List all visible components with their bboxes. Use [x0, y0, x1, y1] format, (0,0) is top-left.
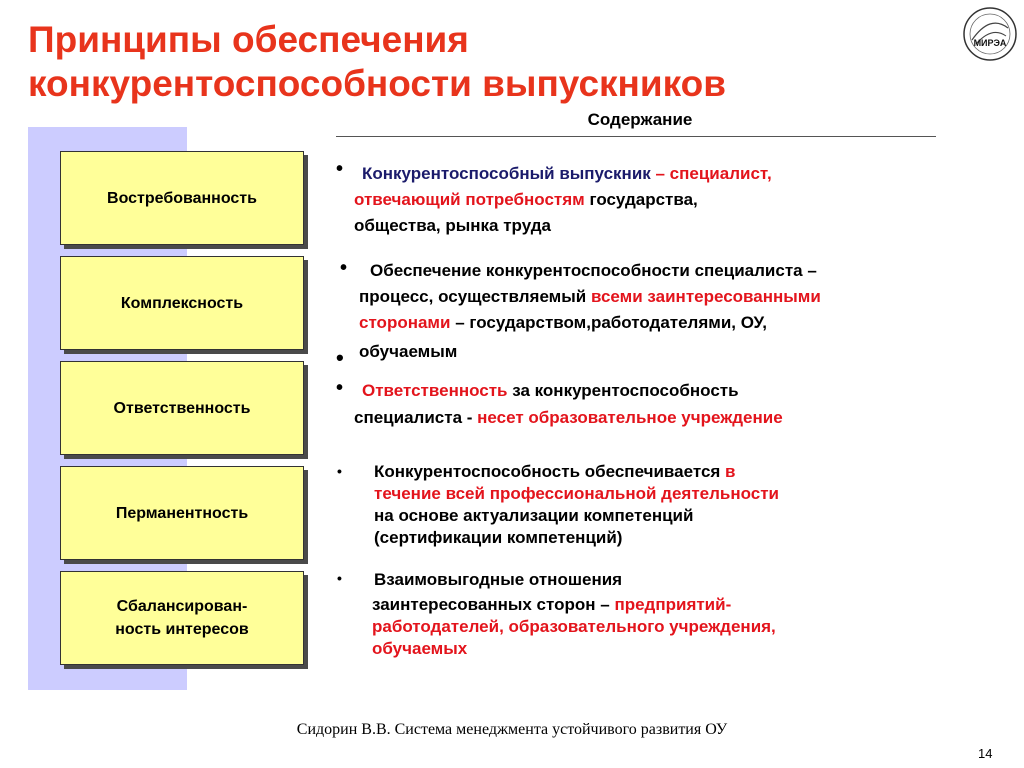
- content-item-5: [374, 567, 622, 593]
- principle-label-line1: Сбалансирован-: [116, 598, 248, 615]
- principle-box-responsibility: [60, 361, 304, 455]
- item-2-text: Обеспечение конкурентоспособности специалиста –: [370, 261, 817, 280]
- item-1-highlight: отвечающий потребностям: [354, 190, 585, 209]
- page-title: [28, 18, 888, 106]
- content-heading: Содержание: [587, 110, 693, 129]
- principle-label: Перманентность: [115, 504, 249, 522]
- item-1-text-2: общества, рынка труда: [354, 216, 551, 235]
- bullet-icon: •: [336, 345, 344, 370]
- item-4-text-2: на основе актуализации компетенций: [374, 506, 694, 525]
- content-item-1-cont: [354, 187, 698, 239]
- content-item-3: [362, 378, 739, 404]
- content-item-2-end: обучаемым: [359, 342, 458, 361]
- title-line-2: конкурентоспособности выпускников: [28, 63, 727, 104]
- content-item-5-cont: [372, 594, 776, 660]
- content-item-3-cont: [354, 405, 783, 431]
- item-5-highlight: предприятий-: [614, 595, 732, 614]
- item-2-highlight-2: сторонами: [359, 313, 451, 332]
- item-1-term: Конкурентоспособный выпускник: [362, 164, 651, 183]
- heading-divider: [336, 136, 936, 137]
- logo-emblem-icon: [962, 6, 1018, 62]
- item-3-highlight: несет образовательное учреждение: [477, 408, 783, 427]
- bullet-icon: •: [337, 570, 342, 586]
- page-number: 14: [978, 746, 993, 761]
- item-2-text-2: процесс, осуществляемый: [359, 287, 591, 306]
- content-item-2-cont: [359, 284, 821, 336]
- item-1-dash: – специалист,: [650, 164, 772, 183]
- item-4-text-3: (сертификации компетенций): [374, 528, 623, 547]
- content-item-4: [374, 461, 779, 549]
- item-3-text: за конкурентоспособность: [507, 381, 739, 400]
- item-3-term: Ответственность: [362, 381, 508, 400]
- principle-box-demand: [60, 151, 304, 245]
- item-5-highlight-2: работодателей, образовательного учреждения,: [372, 617, 776, 636]
- bullet-icon: •: [336, 377, 344, 399]
- item-5-highlight-3: обучаемых: [372, 639, 468, 658]
- bullet-icon: •: [337, 463, 342, 479]
- principle-box-permanence: [60, 466, 304, 560]
- university-logo: [962, 6, 1018, 62]
- principle-label: Ответственность: [113, 399, 251, 417]
- bullet-icon: •: [336, 158, 344, 180]
- item-3-text-2: специалиста -: [354, 408, 478, 427]
- principle-label-line2: ность интересов: [115, 621, 249, 638]
- item-2-highlight: всеми заинтересованными: [590, 287, 821, 306]
- content-item-2: [370, 258, 817, 284]
- title-line-1: Принципы обеспечения: [28, 19, 469, 60]
- item-2-text-3: – государством,работодателями, ОУ,: [450, 313, 767, 332]
- principle-box-balance: [60, 571, 304, 665]
- item-1-text: государства,: [584, 190, 698, 209]
- bullet-icon: •: [340, 257, 348, 279]
- item-4-highlight-2: течение всей профессиональной деятельности: [374, 484, 780, 503]
- principle-label: Комплексность: [120, 294, 244, 312]
- principle-box-complexity: [60, 256, 304, 350]
- content-item-1: [362, 161, 772, 187]
- item-4-highlight: в: [725, 462, 736, 481]
- item-5-text: Взаимовыгодные отношения: [374, 570, 623, 589]
- item-4-text: Конкурентоспособность обеспечивается: [374, 462, 726, 481]
- item-5-text-2: заинтересованных сторон –: [372, 595, 615, 614]
- footer-citation: Сидорин В.В. Система менеджмента устойчивого развития ОУ: [296, 721, 728, 738]
- logo-text: МИРЭА: [973, 38, 1007, 48]
- principle-label: Востребованность: [107, 189, 257, 207]
